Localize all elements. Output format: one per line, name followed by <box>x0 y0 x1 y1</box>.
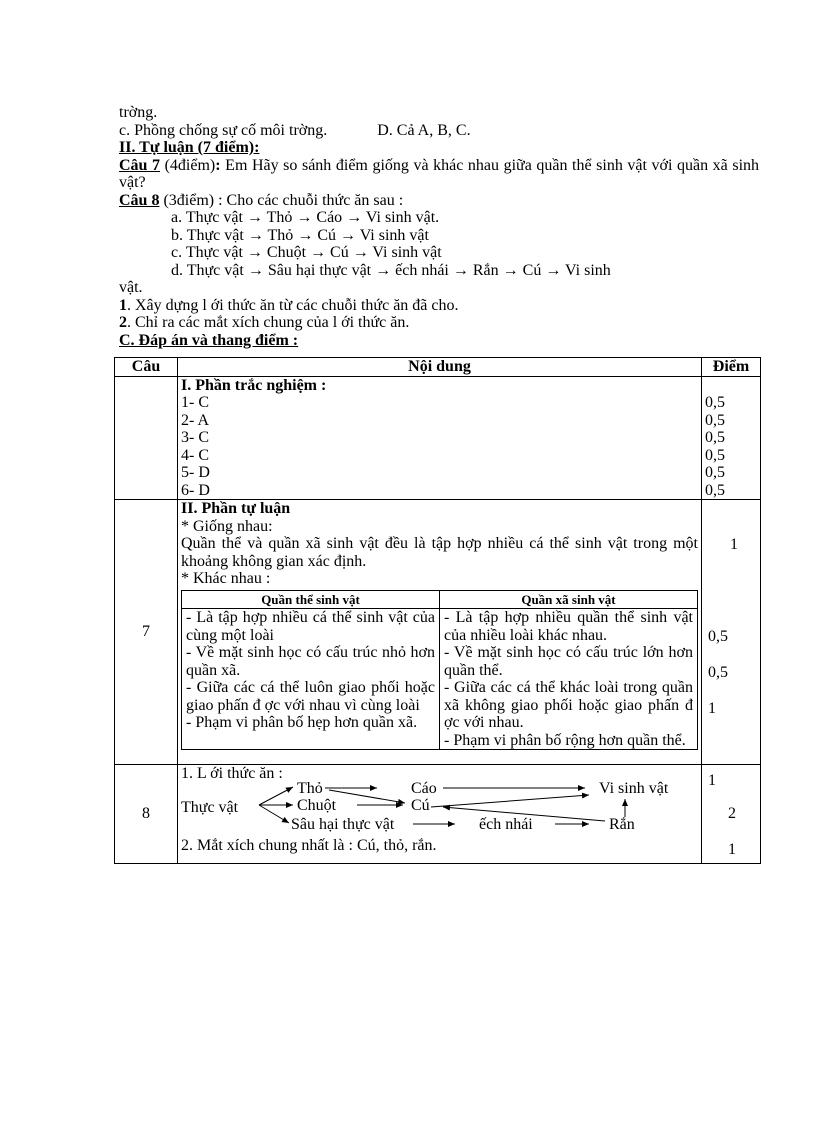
score: 0,5 <box>705 481 725 499</box>
table-header-row <box>115 358 761 377</box>
chain-node: Cú <box>317 226 336 244</box>
chain-node: c. Thực vật <box>171 244 243 261</box>
chain-node: b. Thực vật <box>171 226 244 244</box>
arrow-icon: → <box>342 209 366 226</box>
node-sau: Sâu hại thực vật <box>291 815 395 833</box>
food-chain <box>119 209 759 227</box>
chain-node: Cú <box>522 261 542 279</box>
cell-score <box>702 500 761 789</box>
score: 0,5 <box>705 411 725 429</box>
comparison-item: - Phạm vi phân bố hẹp hơn quần xã. <box>186 714 418 731</box>
cell-score <box>702 376 761 500</box>
cell-content <box>178 376 702 500</box>
food-web-diagram <box>181 779 698 837</box>
score: 1 <box>730 536 738 553</box>
mc-answer: 4- C <box>181 446 209 464</box>
same-label: * Giống nhau: <box>181 517 273 535</box>
chain-node: Thỏ <box>267 226 294 244</box>
comparison-item: - Là tập hợp nhiều cá thể sinh vật của cùng một loài <box>186 609 435 644</box>
score: 0,5 <box>708 664 728 681</box>
arrow <box>329 790 405 803</box>
score: 1 <box>708 772 716 789</box>
arrow-icon: → <box>242 244 267 261</box>
comparison-item: - Giữa các cá thể luôn giao phối hoặc giao phấn đ ợc với nhau vì cùng loài <box>186 679 435 714</box>
chain-node: a. Thực vật <box>171 209 243 226</box>
chain-node: Vi sinh <box>565 261 611 279</box>
essay-title: II. Phần tự luận <box>181 500 291 517</box>
web-answer: 2. Mắt xích chung nhất là : Cú, thỏ, rắn. <box>181 836 437 854</box>
comparison-col-1: Quần thể sinh vật <box>182 590 440 609</box>
chain-node: Vi sinh vật. <box>365 209 440 226</box>
comparison-col-1-cell <box>182 609 440 750</box>
col-header-cau: Câu <box>115 358 178 377</box>
node-chuot: Chuột <box>297 796 337 814</box>
comparison-col-2: Quần xã sinh vật <box>440 590 698 609</box>
question-8: Câu 8 (3điểm) : Cho các chuỗi thức ăn sau : <box>119 191 404 209</box>
same-text: Quần thể và quần xã sinh vật đều là tập hợp nhiều cá thể sinh vật trong một khoảng không gian xác định. <box>181 535 698 570</box>
chain-node: Rắn <box>472 261 499 279</box>
cell-score <box>702 765 761 864</box>
chain-node: Thỏ <box>266 209 293 226</box>
text-line: trờng. <box>119 104 158 121</box>
node-vsv: Vi sinh vật <box>599 779 669 797</box>
text-line: c. Phồng chống sự cố môi trờng. D. Cả A, B, C. <box>119 121 471 139</box>
comparison-col-2-cell <box>440 609 698 750</box>
comparison-item: - Về mặt sinh học có cấu trúc nhỏ hơn quần xã. <box>186 644 435 679</box>
cell-content <box>178 500 702 765</box>
arrow-icon: → <box>242 209 267 226</box>
chain-node: Chuột <box>266 244 307 261</box>
web-title: 1. L ới thức ăn : <box>181 765 283 782</box>
arrow-icon: → <box>243 226 268 244</box>
food-chain <box>119 244 759 262</box>
chain-node: Cú <box>330 244 349 261</box>
table-row <box>115 376 761 500</box>
comparison-item: - Giữa các cá thể khác loài trong quần xã không giao phối hoặc giao phấn đ ợc với nhau. <box>444 679 693 731</box>
arrow-icon: → <box>541 261 566 279</box>
score: 1 <box>728 841 736 858</box>
cell-cau <box>115 376 178 500</box>
score: 0,5 <box>705 446 725 464</box>
arrow-icon: → <box>293 226 318 244</box>
arrow-icon: → <box>371 261 396 279</box>
mc-answer: 1- C <box>181 394 209 411</box>
comparison-item: - Phạm vi phân bố rộng hơn quần thể. <box>444 731 686 749</box>
food-chain <box>119 262 759 280</box>
score: 0,5 <box>705 464 725 481</box>
table-row <box>115 500 761 765</box>
score: 0,5 <box>705 394 725 411</box>
arrow-icon: → <box>498 261 523 279</box>
cell-cau: 7 <box>115 500 178 765</box>
node-cu: Cú <box>411 796 430 814</box>
food-chain <box>119 227 759 245</box>
chain-node: Sâu hại thực vật <box>267 261 372 279</box>
arrow <box>259 787 293 805</box>
chain-node: Vi sinh vật <box>359 226 429 244</box>
comparison-item: - Về mặt sinh học có cấu trúc lớn hơn quần thể. <box>444 644 693 679</box>
food-chains <box>119 209 759 279</box>
diff-label: * Khác nhau : <box>181 570 271 587</box>
cell-cau: 8 <box>115 765 178 864</box>
arrow-icon: → <box>448 261 473 279</box>
mc-answer: 5- D <box>181 464 210 481</box>
cell-content <box>178 765 702 864</box>
question-7: Câu 7 (4điểm): Em Hãy so sánh điểm giống và khác nhau giữa quần thể sinh vật với quần xã sinh vật? <box>119 156 760 191</box>
mc-answer: 3- C <box>181 429 209 446</box>
arrow-icon: → <box>335 226 360 244</box>
task-1: 1. Xây dựng l ới thức ăn từ các chuỗi thức ăn đã cho. <box>119 296 459 314</box>
comparison-item: - Là tập hợp nhiều quần thể sinh vật của nhiều loài khác nhau. <box>444 609 693 644</box>
task-2: 2. Chỉ ra các mắt xích chung của l ới thức ăn. <box>119 314 410 331</box>
mc-title: I. Phần trắc nghiệm : <box>181 376 327 394</box>
chain-node: Vi sinh vật <box>372 244 442 261</box>
score: 0,5 <box>708 628 728 645</box>
score: 2 <box>728 805 736 822</box>
node-tho: Thỏ <box>297 779 323 797</box>
score: 1 <box>708 700 716 717</box>
col-header-diem: Điểm <box>702 358 761 377</box>
chain-node: Cáo <box>316 209 343 226</box>
answer-table <box>114 357 761 864</box>
node-ran: Rắn <box>609 815 635 833</box>
node-ech: ếch nhái <box>479 815 533 833</box>
arrow-icon: → <box>306 244 331 261</box>
section-heading: II. Tự luận (7 điểm): <box>119 139 260 156</box>
chain-node: d. Thực vật <box>171 261 244 279</box>
chain-node: ếch nhái <box>395 261 449 279</box>
mc-answers <box>181 394 698 499</box>
col-header-noi-dung: Nội dung <box>178 358 702 377</box>
comparison-table <box>181 590 698 751</box>
arrow <box>431 795 589 807</box>
arrow-icon: → <box>292 209 317 226</box>
score: 0,5 <box>705 429 725 446</box>
node-cao: Cáo <box>411 779 437 797</box>
table-row <box>115 765 761 864</box>
arrow-icon: → <box>243 261 268 279</box>
exam-text <box>119 104 759 349</box>
arrow-icon: → <box>348 244 373 261</box>
node-thuc-vat: Thực vật <box>181 798 239 816</box>
mc-answer: 6- D <box>181 481 210 499</box>
mc-answer: 2- A <box>181 411 209 429</box>
arrow <box>259 805 289 823</box>
chain-tail: vật. <box>119 279 143 296</box>
section-heading: C. Đáp án và thang điểm : <box>119 331 299 349</box>
